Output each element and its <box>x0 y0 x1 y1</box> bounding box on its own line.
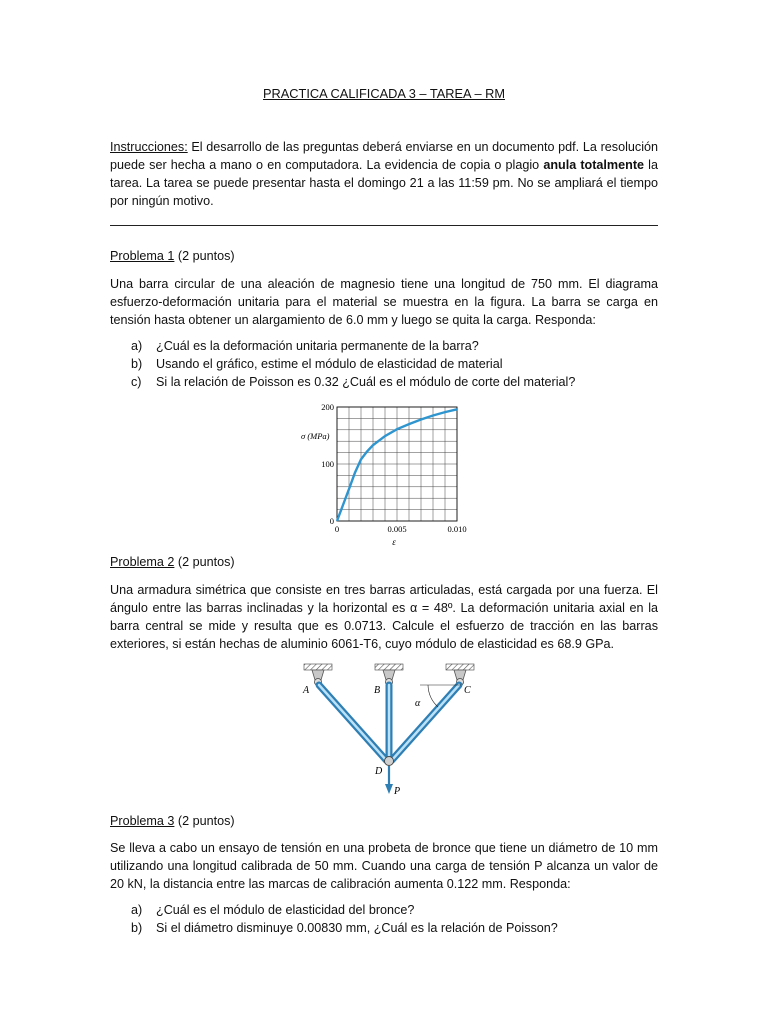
label-b: B <box>374 685 381 696</box>
item-text: Si el diámetro disminuye 0.00830 mm, ¿Cuál es la relación de Poisson? <box>156 921 558 935</box>
item-label: a) <box>131 339 143 353</box>
problem-1-body: Una barra circular de una aleación de magnesio tiene una longitud de 750 mm. El diagrama esfuerzo-deformación unitaria para el material se muestra en la figura. La barra se carga en tensión hasta obtener un alargamiento de 6.0 mm y luego se quita la carga. Responda: <box>110 277 658 327</box>
bar-ad-highlight <box>319 685 386 760</box>
problem-2-points: (2 puntos) <box>174 555 235 569</box>
section-divider <box>110 225 658 226</box>
y-tick-label: 0 <box>329 516 334 526</box>
item-label: b) <box>131 921 143 935</box>
instructions-paragraph <box>110 138 658 210</box>
load-arrow-icon <box>385 784 393 794</box>
label-d: D <box>375 766 383 777</box>
x-axis-label: ε <box>392 537 396 547</box>
problem-1-item-b <box>131 355 503 373</box>
page-title: PRACTICA CALIFICADA 3 – TAREA – RM <box>262 86 506 101</box>
problem-1-item-a <box>131 337 479 355</box>
problem-1-item-c <box>131 373 575 391</box>
item-label: b) <box>131 357 143 371</box>
x-tick-label: 0.005 <box>387 524 407 534</box>
x-tick-label: 0 <box>334 524 340 534</box>
problem-1-title: Problema 1 <box>110 249 175 263</box>
bar-cd-highlight <box>392 685 459 760</box>
alpha-angle-arc <box>428 685 438 707</box>
item-text: Usando el gráfico, estime el módulo de elasticidad de material <box>156 357 503 371</box>
label-p: P <box>394 786 401 797</box>
instructions-emphasis: anula totalmente <box>543 158 645 172</box>
problem-3-item-a <box>131 901 414 919</box>
y-tick-label: 200 <box>321 402 334 412</box>
problem-1-points: (2 puntos) <box>174 249 235 263</box>
problem-3-points: (2 puntos) <box>174 814 235 828</box>
label-c: C <box>464 685 471 696</box>
joint-d <box>385 757 394 766</box>
instructions-label: Instrucciones: <box>110 140 188 154</box>
y-tick-label: 100 <box>321 459 334 469</box>
stress-strain-chart <box>290 395 480 550</box>
truss-figure <box>286 660 486 800</box>
item-label: c) <box>131 375 142 389</box>
x-tick-label: 0.010 <box>447 524 467 534</box>
problem-2-heading <box>110 553 658 571</box>
x-tick-labels <box>335 524 467 534</box>
item-text: ¿Cuál es la deformación unitaria permanente de la barra? <box>156 339 479 353</box>
item-text: ¿Cuál es el módulo de elasticidad del bronce? <box>156 903 415 917</box>
problem-3-heading <box>110 812 658 830</box>
problem-3-body: Se lleva a cabo un ensayo de tensión en una probeta de bronce que tiene un diámetro de 10 mm utilizando una longitud calibrada de 50 mm. Cuando una carga de tensión P alcanza un valor de 20 kN, la distancia entre las marcas de calibración aumenta 0.122 mm. Responda: <box>110 841 658 891</box>
problem-2-body: Una armadura simétrica que consiste en tres barras articuladas, está cargada por una fuerza. El ángulo entre las barras inclinadas y la horizontal es α = 48º. La deformación unitaria axial en la barra central se mide y resulta que es 0.0713. Calcule el esfuerzo de tracción en las barras exteriores, si están hechas de aluminio 6061-T6, cuyo módulo de elasticidad es 68.9 GPa. <box>110 583 658 651</box>
label-alpha: α <box>415 698 421 709</box>
instructions-text-2: la tarea. La tarea se puede presentar hasta el domingo 21 a las 11:59 pm. No se ampliará el tiempo por ningún motivo. <box>110 158 658 208</box>
y-tick-labels <box>321 402 334 526</box>
label-a: A <box>303 685 310 696</box>
instructions-text-1: El desarrollo de las preguntas deberá enviarse en un documento pdf. La resolución puede ser hecha a mano o en computadora. La evidencia de copia o plagio <box>110 140 658 172</box>
chart-grid <box>337 407 457 521</box>
item-label: a) <box>131 903 143 917</box>
problem-1-heading <box>110 247 658 265</box>
problem-3-title: Problema 3 <box>110 814 175 828</box>
item-text: Si la relación de Poisson es 0.32 ¿Cuál es el módulo de corte del material? <box>156 375 576 389</box>
problem-2-title: Problema 2 <box>110 555 175 569</box>
problem-3-item-b <box>131 919 558 937</box>
y-axis-label: σ (MPa) <box>301 431 330 441</box>
